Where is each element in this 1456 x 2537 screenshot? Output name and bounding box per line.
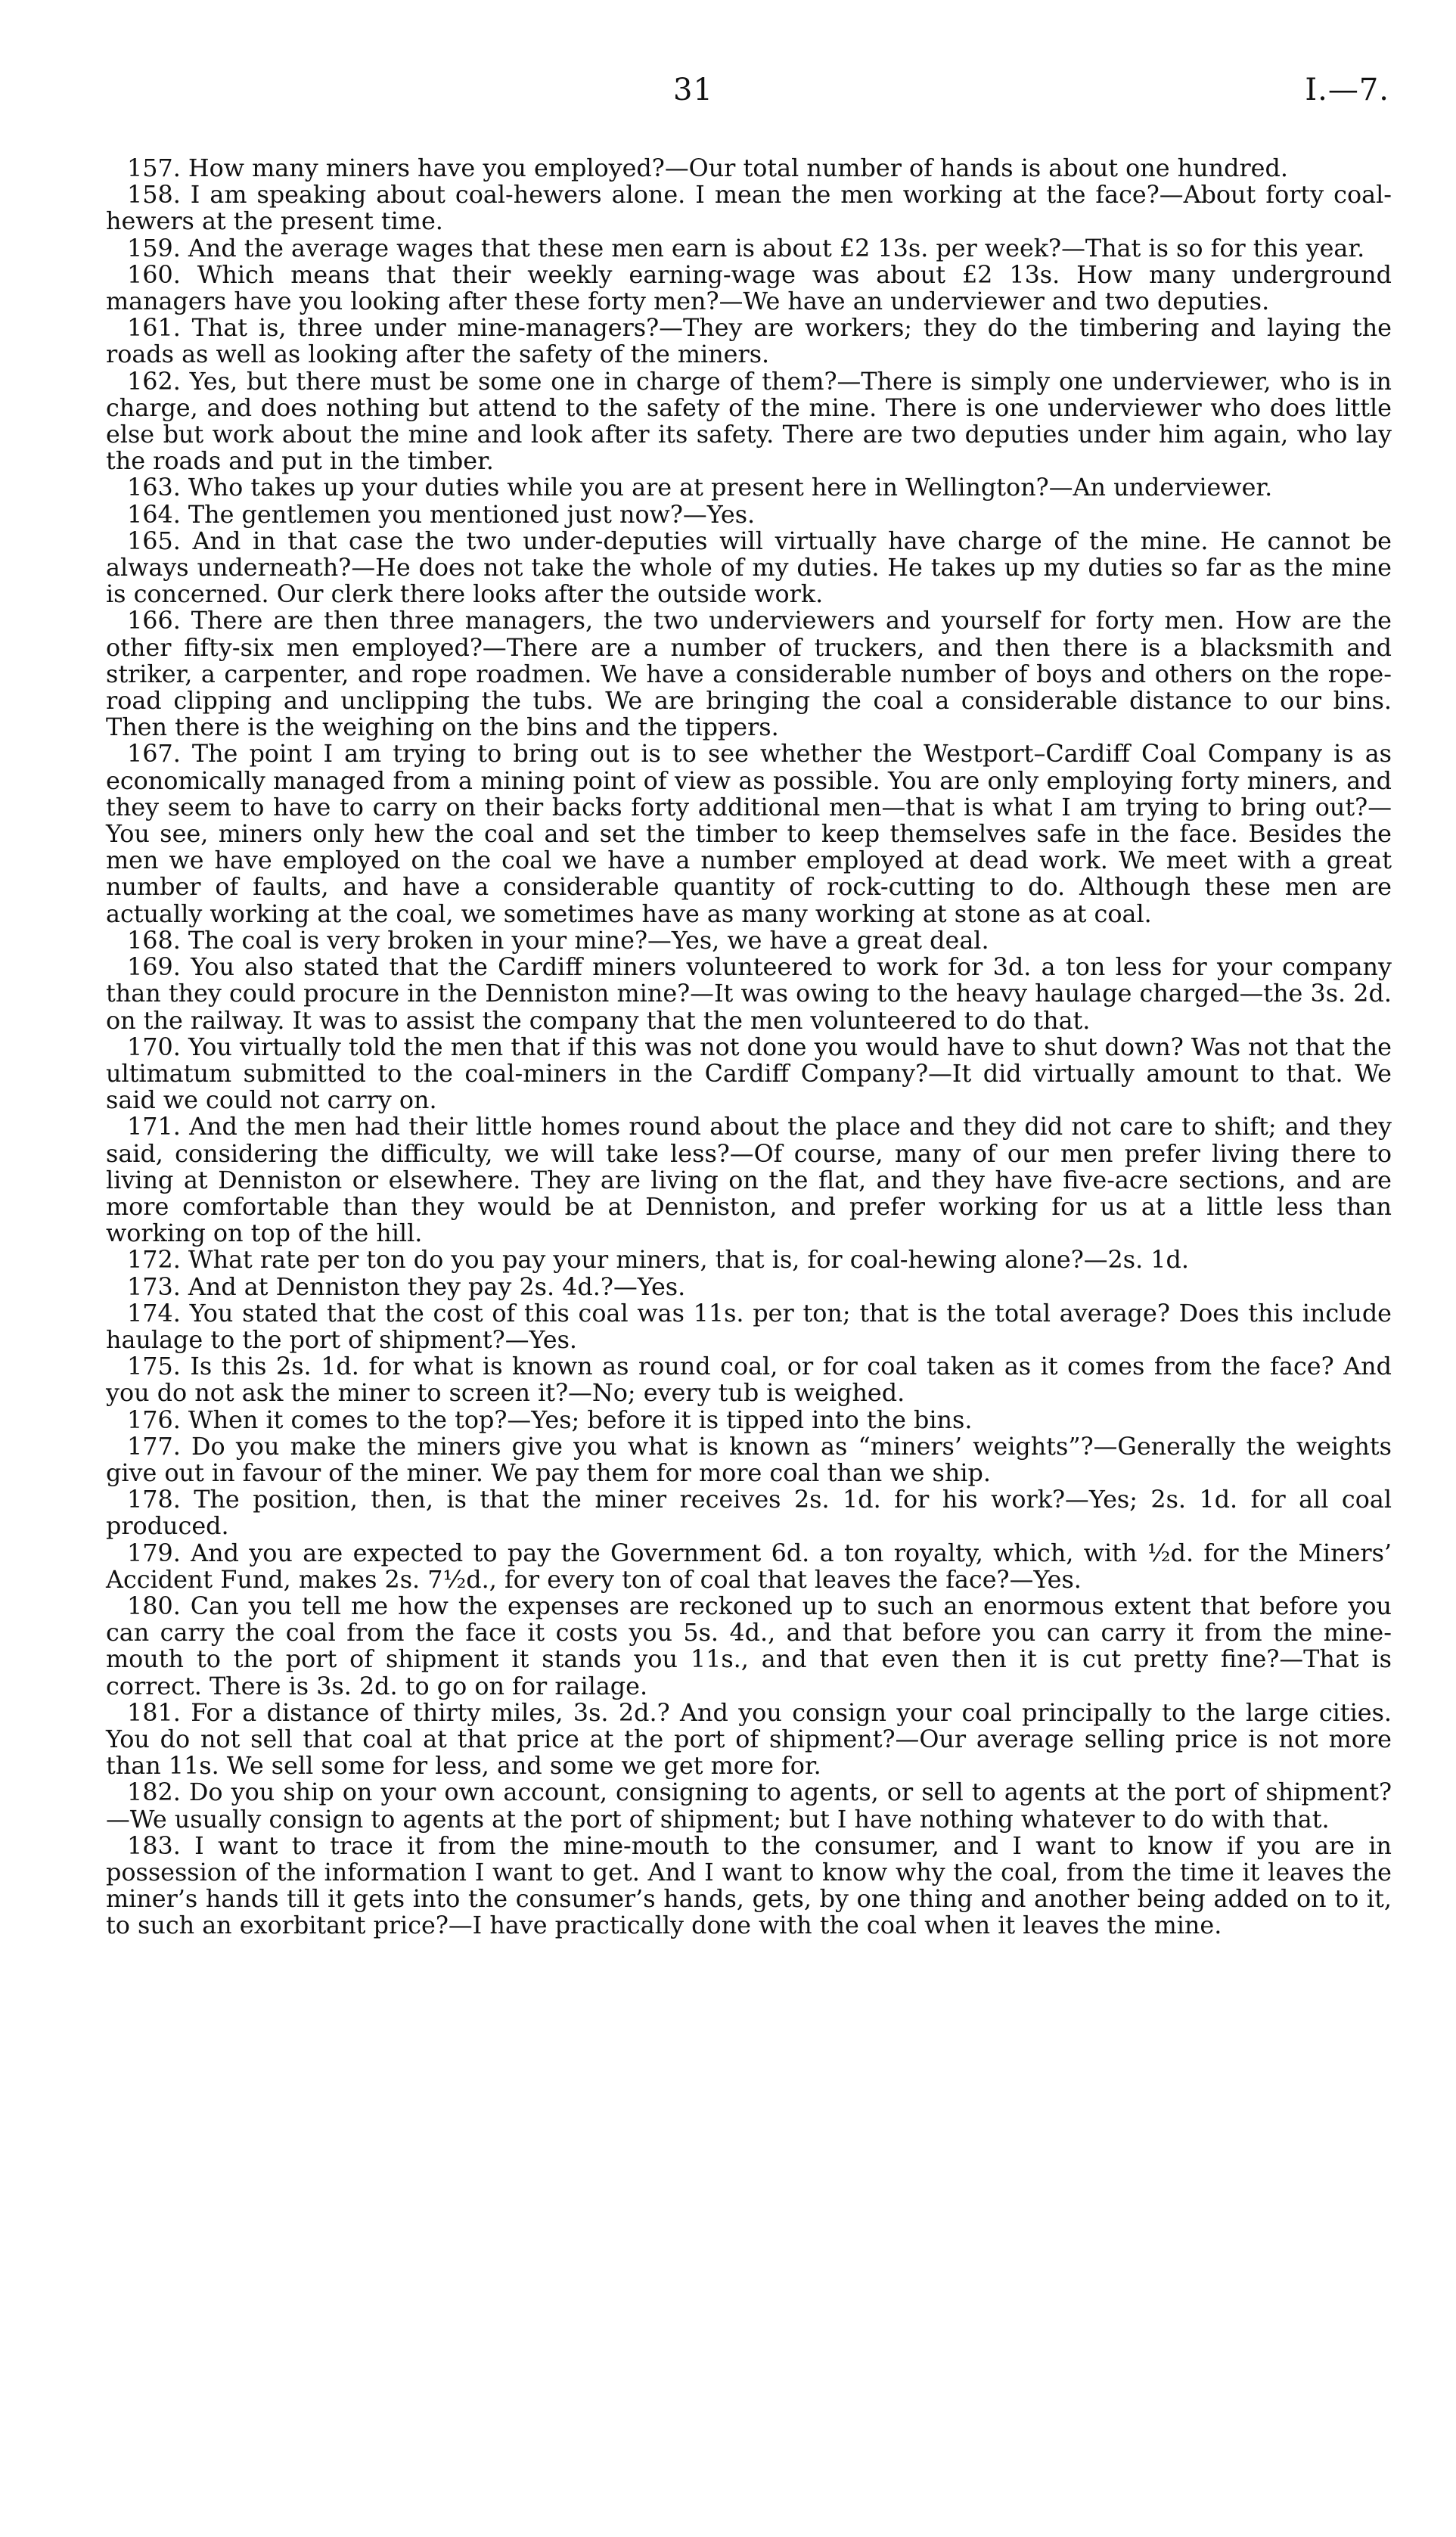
paragraph-180: 180. Can you tell me how the expenses are reckoned up to such an enormous extent that before you can carry the coal from the face it costs you 5s. 4d., and that before you can carry it from the mine-mouth to the port of shipment it stands you 11s., and that even then it is cut pretty fine?—That is correct. There is 3s. 2d. to go on for railage. — [106, 1591, 1392, 1700]
page-reference: I.—7. — [1305, 73, 1389, 107]
paragraph-164: 164. The gentlemen you mentioned just now?—Yes. — [127, 500, 756, 529]
paragraph-182: 182. Do you ship on your own account, consigning to agents, or sell to agents at the port of shipment?—We usually consign to agents at the port of shipment; but I have nothing whatever to do with that. — [106, 1778, 1392, 1834]
paragraph-177: 177. Do you make the miners give you what is known as “miners’ weights”?—Generally the weights give out in favour of the miner. We pay them for more coal than we ship. — [106, 1432, 1392, 1487]
paragraph-162: 162. Yes, but there must be some one in charge of them?—There is simply one underviewer, who is in charge, and does nothing but attend to the safety of the mine. There is one underviewer who does little else but work about the mine and look after its safety. There are two deputies under him again, who lay the roads and put in the timber. — [106, 367, 1392, 476]
paragraph-167: 167. The point I am trying to bring out is to see whether the Westport–Cardiff Coal Company is as economically managed from a mining point of view as possible. You are only employing forty miners, and they seem to have to carry on their backs forty additional men—that is what I am trying to bring out?—You see, miners only hew the coal and set the timber to keep themselves safe in the face. Besides the men we have employed on the coal we have a number employed at dead work. We meet with a great number of faults, and have a considerable quantity of rock-cutting to do. Although these men are actually working at the coal, we sometimes have as many working at stone as at coal. — [106, 740, 1392, 928]
paragraph-171: 171. And the men had their little homes round about the place and they did not care to shift; and they said, considering the difficulty, we will take less?—Of course, many of our men prefer living there to living at Denniston or elsewhere. They are living on the flat, and they have five-acre sections, and are more comfortable than they would be at Denniston, and prefer working for us at a little less than working on top of the hill. — [106, 1113, 1392, 1248]
paragraph-161: 161. That is, three under mine-managers?—They are workers; they do the timbering and laying the roads as well as looking after the safety of the miners. — [106, 314, 1392, 369]
paragraph-183: 183. I want to trace it from the mine-mouth to the consumer, and I want to know if you are in possession of the information I want to get. And I want to know why the coal, from the time it leaves the miner’s hands till it gets into the consumer’s hands, gets, by one thing and another being added on to it, to such an exorbitant price?—I have practically done with the coal when it leaves the mine. — [106, 1831, 1392, 1940]
paragraph-181: 181. For a distance of thirty miles, 3s. 2d.? And you consign your coal principally to the large cities. You do not sell that coal at that price at the port of shipment?—Our average selling price is not more than 11s. We sell some for less, and some we get more for. — [106, 1698, 1392, 1781]
paragraph-166: 166. There are then three managers, the two underviewers and yourself for forty men. How are the other fifty-six men employed?—There are a number of truckers, and then there is a blacksmith and striker, a carpenter, and rope roadmen. We have a considerable number of boys and others on the rope-road clipping and unclipping the tubs. We are bringing the coal a considerable distance to our bins. Then there is the weighing on the bins and the tippers. — [106, 607, 1392, 742]
page-number: 31 — [673, 73, 713, 107]
paragraph-170: 170. You virtually told the men that if this was not done you would have to shut down? Was not that the ultimatum submitted to the coal-miners in the Cardiff Company?—It did virtually amount to that. We said we could not carry on. — [106, 1032, 1392, 1115]
paragraph-178: 178. The position, then, is that the miner receives 2s. 1d. for his work?—Yes; 2s. 1d. for all coal produced. — [106, 1486, 1392, 1541]
paragraph-165: 165. And in that case the two under-deputies will virtually have charge of the mine. He cannot be always underneath?—He does not take the whole of my duties. He takes up my duties so far as the mine is concerned. Our clerk there looks after the outside work. — [106, 526, 1392, 609]
page-header — [0, 73, 1456, 118]
paragraph-176: 176. When it comes to the top?—Yes; before it is tipped into the bins. — [127, 1405, 973, 1434]
paragraph-159: 159. And the average wages that these men earn is about £2 13s. per week?—That is so for this year. — [127, 234, 1365, 262]
testimony-body — [106, 155, 1392, 1939]
paragraph-158: 158. I am speaking about coal-hewers alone. I mean the men working at the face?—About forty coal-hewers at the present time. — [106, 181, 1392, 236]
paragraph-169: 169. You also stated that the Cardiff miners volunteered to work for 3d. a ton less for your company than they could procure in the Denniston mine?—It was owing to the heavy haulage charged—the 3s. 2d. on the railway. It was to assist the company that the men volunteered to do that. — [106, 953, 1392, 1035]
paragraph-168: 168. The coal is very broken in your mine?—Yes, we have a great deal. — [127, 926, 989, 955]
paragraph-157: 157. How many miners have you employed?—Our total number of hands is about one hundred. — [127, 154, 1288, 182]
paragraph-160: 160. Which means that their weekly earning-wage was about £2 13s. How many underground managers have you looking after these forty men?—We have an underviewer and two deputies. — [106, 260, 1392, 316]
paragraph-179: 179. And you are expected to pay the Government 6d. a ton royalty, which, with ½d. for the Miners’ Accident Fund, makes 2s. 7½d., for every ton of coal that leaves the face?—Yes. — [106, 1539, 1392, 1594]
paragraph-172: 172. What rate per ton do you pay your miners, that is, for coal-hewing alone?—2s. 1d. — [127, 1246, 1190, 1275]
paragraph-174: 174. You stated that the cost of this coal was 11s. per ton; that is the total average? Does this include haulage to the port of shipment?—Yes. — [106, 1299, 1392, 1354]
paragraph-175: 175. Is this 2s. 1d. for what is known as round coal, or for coal taken as it comes from the face? And you do not ask the miner to screen it?—No; every tub is weighed. — [106, 1352, 1392, 1408]
paragraph-163: 163. Who takes up your duties while you are at present here in Wellington?—An underviewer. — [127, 474, 1273, 502]
paragraph-173: 173. And at Denniston they pay 2s. 4d.?—Yes. — [127, 1272, 686, 1301]
